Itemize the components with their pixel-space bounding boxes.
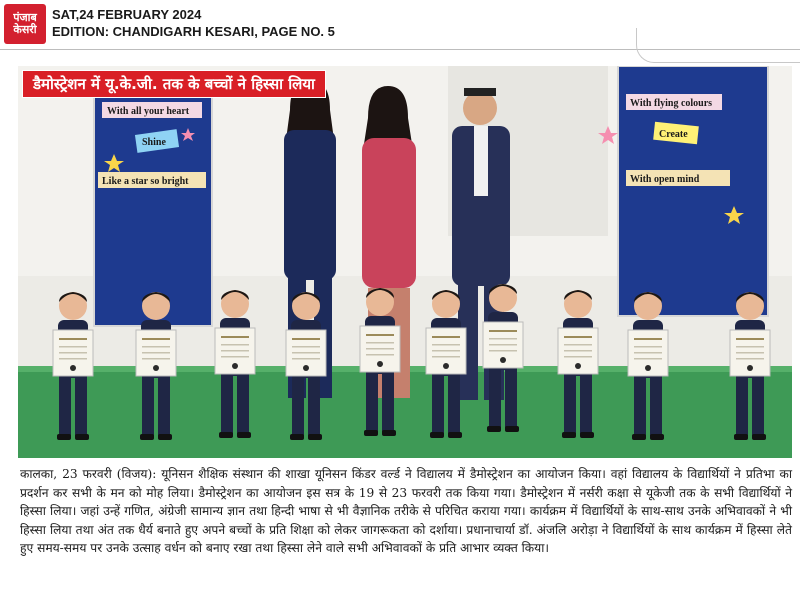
news-clipping (18, 66, 792, 458)
board-label: Like a star so bright (102, 176, 189, 187)
board-label: With flying colours (630, 98, 713, 109)
board-label: With all your heart (107, 106, 190, 117)
event-photo (18, 66, 792, 458)
publication-date: SAT,24 FEBRUARY 2024 (52, 7, 202, 22)
article-body: कालका, 23 फरवरी (विजय): यूनिसन शैक्षिक संस्थान की शाखा यूनिसन किंडर वर्ल्ड ने विद्यालय में डैमोस्ट्रेशन का आयोजन किया। वहां विद्यालय के विद्यार्थियों ने प्रतिभा का प्रदर्शन कर सभी के मन को मोह लिया। डैमोस्ट्रेशन का आयोजन इस सत्र के 19 से 23 फरवरी तक किया गया। डैमोस्ट्रेशन में नर्सरी कक्षा से यूकेजी तक के सभी विद्यार्थियों ने हिस्सा लिया। जहां उन्हें गणित, अंग्रेजी सामान्य ज्ञान तथा हिन्दी भाषा से भी वैज्ञानिक तरीके से परिचित कराया गया। कार्यक्रम में विद्यार्थियों के साथ-साथ उनके अभिवावकों ने भी हिस्सा लिया तथा अंत तक धैर्य बनाते हुए अपने बच्चों के प्रति शिक्षा को लेकर जागरूकता को दर्शाया। प्रधानाचार्या डॉ. अंजलि अरोड़ा ने विद्यार्थियों के साथ कार्यक्रम में हिस्सा लेते हुए समय-समय पर उनके उत्साह वर्धन को बनाए रखा तथा हिस्सा लेने वाले सभी अभिवावकों के प्रति आभार व्यक्त किया। (20, 467, 792, 556)
logo-line-1: पंजाब (13, 11, 37, 25)
headline-banner: डैमोस्ट्रेशन में यू.के.जी. तक के बच्चों ने हिस्सा लिया (22, 70, 326, 98)
logo-line-2: केसरी (13, 23, 37, 36)
board-label: Create (659, 129, 688, 140)
edition-page: EDITION: CHANDIGARH KESARI, PAGE NO. 5 (52, 24, 335, 39)
board-label: With open mind (630, 174, 700, 185)
decorative-corner (636, 28, 800, 63)
punjab-kesari-logo (4, 4, 46, 44)
edition-info (52, 6, 335, 40)
board-label: Shine (142, 137, 166, 148)
